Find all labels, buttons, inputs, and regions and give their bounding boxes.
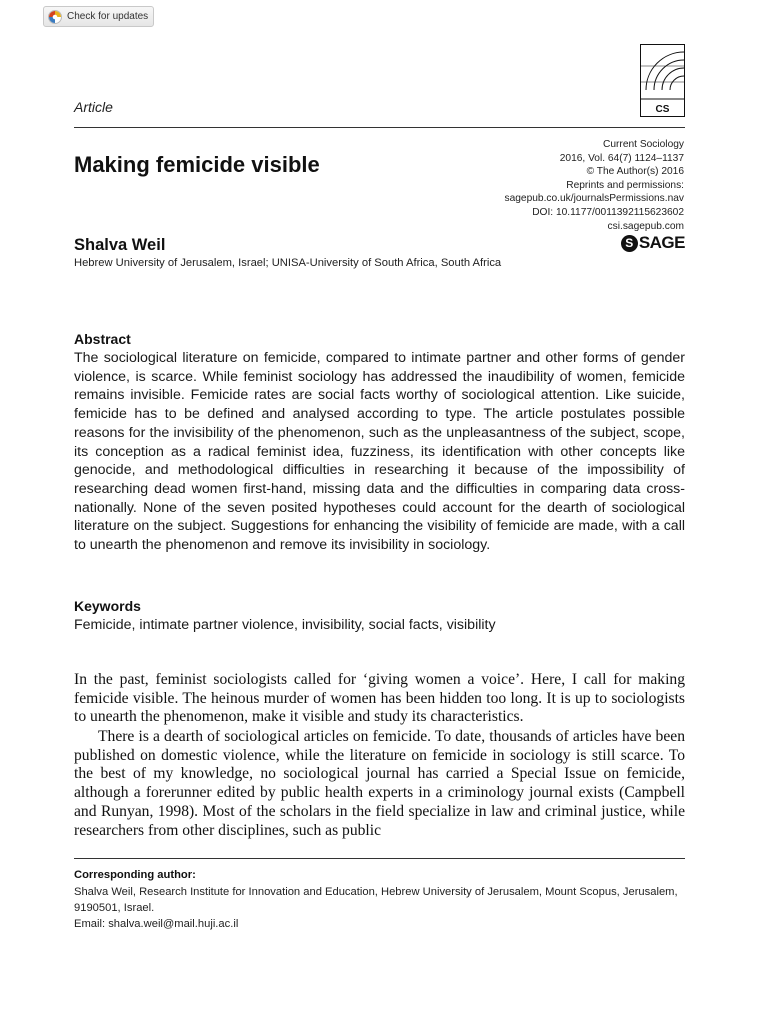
article-title: Making femicide visible (74, 152, 320, 177)
article-type-label: Article (74, 99, 113, 115)
corresponding-author-email[interactable]: Email: shalva.weil@mail.huji.ac.il (74, 918, 239, 930)
keywords-heading: Keywords (74, 598, 141, 614)
check-for-updates-label: Check for updates (67, 11, 149, 22)
abstract-text: The sociological literature on femicide, compared to intimate partner and other forms of gender violence, is scarce. While feminist sociology has addressed the inaudibility of women, femicide remains invisible. Femicide rates are social facts worthy of sociological attention. Like suicide, femicide has to be defined and analysed according to type. The article postulates possible reasons for the invisibility of the phenomenon, such as the unpleasantness of the subject, scope, its conception as a radical feminist idea, fuzziness, its identification with other concepts like genocide, and methodological difficulties in researching it because of the impossibility of researching dead women first-hand, missing data and the difficulties in comparing data cross-nationally. None of the seven posited hypotheses could account for the dearth of sociological literature on the subject. Suggestions for enhancing the visibility of femicide are made, with a call to unearth the phenomenon and remove its invisibility in sociology. (74, 350, 685, 554)
author-name: Shalva Weil (74, 236, 166, 254)
corresponding-author-heading: Corresponding author: (74, 869, 196, 881)
abstract-heading: Abstract (74, 331, 131, 347)
body-paragraph: In the past, feminist sociologists called for ‘giving women a voice’. Here, I call for making femicide visible. The heinous murder of women has been hidden too long. It is up to sociologists to unearth the phenomenon, make it visible and study its characteristics. (74, 671, 685, 726)
author-affiliation: Hebrew University of Jerusalem, Israel; UNISA-University of South Africa, South Africa (74, 257, 502, 269)
header-divider (74, 127, 685, 128)
journal-info (504, 138, 684, 233)
journal-logo (640, 44, 685, 117)
journal-logo-text: CS (655, 104, 670, 115)
journal-name: Current Sociology (603, 139, 684, 150)
sage-logo-mark: S (621, 235, 638, 252)
sage-logo (621, 233, 685, 253)
corresponding-author-address: Shalva Weil, Research Institute for Innovation and Education, Hebrew University of Jerusalem, Mount Scopus, Jerusalem, 9190501, Israel. (74, 886, 678, 914)
copyright: © The Author(s) 2016 (586, 166, 684, 178)
sage-logo-word: SAGE (638, 233, 685, 252)
journal-volume: 2016, Vol. 64(7) 1124–1137 (559, 152, 684, 164)
body-paragraph: There is a dearth of sociological articles on femicide. To date, thousands of articles have been published on domestic violence, while the literature on femicide in sociology is still scarce. To the best of my knowledge, no sociological journal has carried a Special Issue on femicide, although a forerunner edited by public health experts in a criminology journal exists (Campbell and Runyan, 1998). Most of the scholars in the field specialize in law and criminal justice, while researchers from other disciplines, such as public (74, 728, 685, 839)
footnote-divider (74, 858, 685, 859)
reprints-label: Reprints and permissions: (566, 179, 684, 191)
journal-site-link[interactable]: csi.sagepub.com (607, 220, 684, 232)
reprints-link[interactable]: sagepub.co.uk/journalsPermissions.nav (504, 193, 684, 205)
doi-link[interactable]: DOI: 10.1177/0011392115623602 (532, 206, 684, 218)
crossmark-icon (48, 10, 62, 24)
check-for-updates-button[interactable] (43, 6, 154, 27)
keywords-text: Femicide, intimate partner violence, invisibility, social facts, visibility (74, 617, 496, 633)
corresponding-author-details (74, 884, 685, 932)
